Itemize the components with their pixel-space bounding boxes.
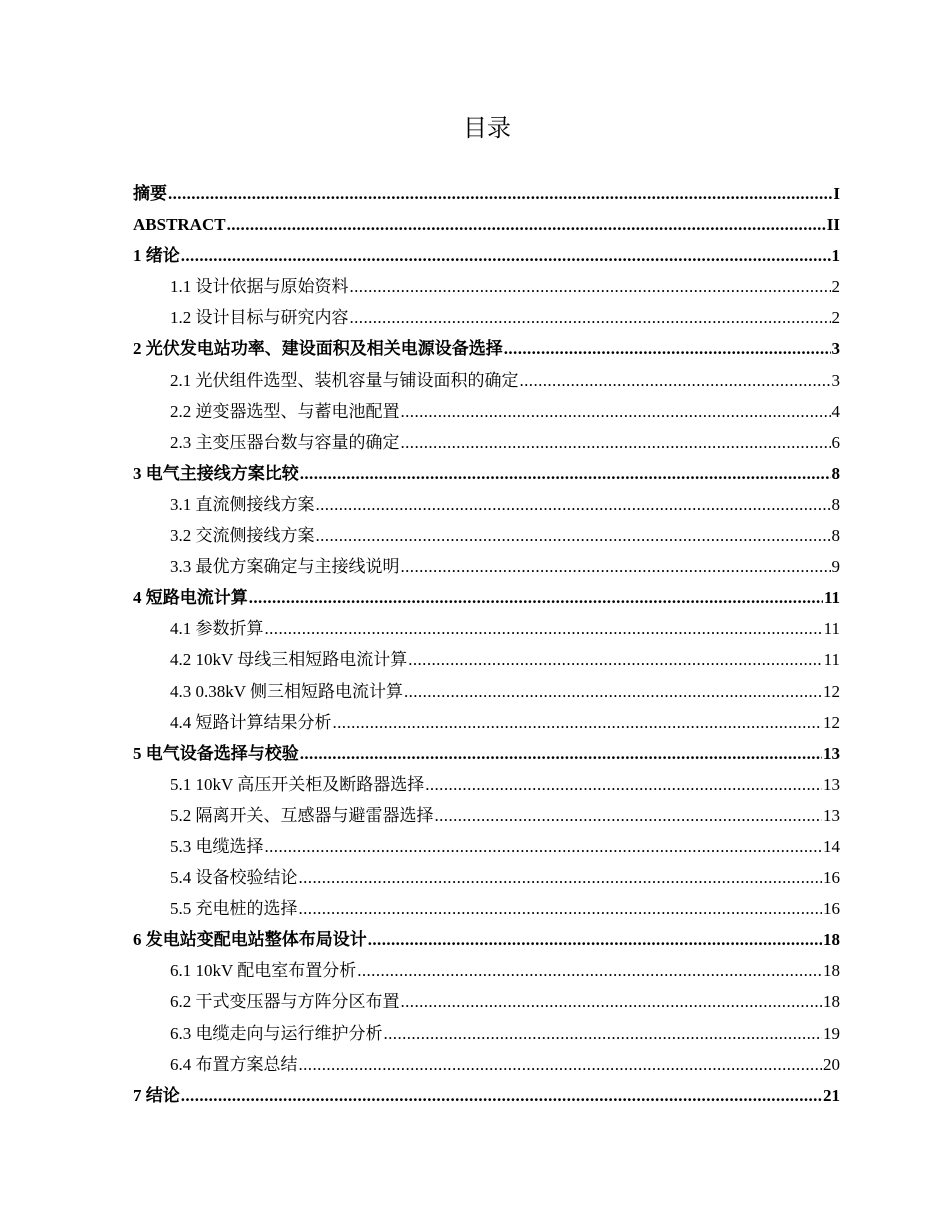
toc-page-number: 2 [831, 277, 840, 297]
toc-entry-title: 2.2 逆变器选型、与蓄电池配置 [170, 401, 400, 421]
toc-chapter-entry[interactable] [133, 1080, 840, 1111]
toc-dot-leader [265, 831, 823, 862]
toc-page-number: I [833, 184, 840, 203]
toc-entry-title: 3 电气主接线方案比较 [133, 463, 299, 483]
toc-page-number: 18 [823, 992, 840, 1012]
toc-chapter-entry[interactable] [133, 178, 840, 209]
toc-page-number: 2 [831, 308, 840, 328]
toc-chapter-entry[interactable] [133, 924, 840, 955]
toc-dot-leader [408, 644, 822, 675]
toc-section-entry[interactable] [133, 613, 840, 644]
toc-page-number: 1 [831, 246, 840, 266]
toc-section-entry[interactable] [133, 551, 840, 582]
toc-chapter-entry[interactable] [133, 582, 840, 613]
toc-page-number: 8 [831, 526, 840, 546]
toc-section-entry[interactable] [133, 489, 840, 520]
toc-entry-title: 5 电气设备选择与校验 [133, 743, 299, 763]
toc-page-number: 13 [823, 774, 840, 794]
toc-entry-title: 1 绪论 [133, 246, 180, 266]
toc-page-number: 8 [831, 494, 840, 514]
toc-dot-leader [316, 489, 831, 520]
toc-page-number: 21 [823, 1085, 840, 1105]
page-title: 目录 [463, 114, 511, 142]
toc-dot-leader [435, 800, 823, 831]
toc-entry-title: 4.3 0.38kV 侧三相短路电流计算 [170, 681, 403, 701]
toc-chapter-entry[interactable] [133, 738, 840, 769]
toc-entry-title: 6.1 10kV 配电室布置分析 [170, 961, 357, 981]
toc-dot-leader [350, 271, 831, 302]
toc-entry-title: 6.2 干式变压器与方阵分区布置 [170, 992, 400, 1012]
toc-chapter-entry[interactable] [133, 240, 840, 271]
toc-dot-leader [300, 738, 822, 769]
toc-page-number: 11 [823, 588, 840, 608]
toc-dot-leader [227, 209, 826, 240]
toc-entry-title: 1.1 设计依据与原始资料 [170, 277, 349, 297]
toc-dot-leader [249, 582, 823, 613]
toc-dot-leader [333, 707, 823, 738]
toc-dot-leader [357, 955, 822, 986]
toc-entry-title: 1.2 设计目标与研究内容 [170, 308, 349, 328]
toc-dot-leader [300, 458, 831, 489]
toc-page-number: 13 [823, 805, 840, 825]
toc-page-number: 9 [831, 557, 840, 577]
toc-entry-title: 4.4 短路计算结果分析 [170, 712, 332, 732]
toc-entry-title: 3.1 直流侧接线方案 [170, 494, 315, 514]
toc-entry-title: 3.2 交流侧接线方案 [170, 526, 315, 546]
toc-page-number: 20 [823, 1054, 840, 1074]
toc-page-number: 11 [823, 619, 840, 639]
toc-section-entry[interactable] [133, 644, 840, 675]
toc-entry-title: 3.3 最优方案确定与主接线说明 [170, 557, 400, 577]
toc-page-number: 12 [823, 681, 840, 701]
toc-dot-leader [368, 924, 822, 955]
toc-dot-leader [265, 613, 823, 644]
toc-section-entry[interactable] [133, 831, 840, 862]
toc-dot-leader [181, 240, 831, 271]
toc-dot-leader [401, 427, 831, 458]
toc-page-number: 16 [823, 868, 840, 888]
toc-dot-leader [401, 551, 831, 582]
toc-page-number: 4 [831, 401, 840, 421]
toc-entry-title: 6 发电站变配电站整体布局设计 [133, 930, 367, 950]
toc-entry-title: 7 结论 [133, 1085, 180, 1105]
toc-entry-title: 4.1 参数折算 [170, 619, 264, 639]
table-of-contents [133, 178, 840, 1111]
toc-dot-leader [316, 520, 831, 551]
toc-entry-title: 2.3 主变压器台数与容量的确定 [170, 432, 400, 452]
toc-page-number: 18 [823, 961, 840, 981]
toc-section-entry[interactable] [133, 893, 840, 924]
toc-page-number: 16 [823, 899, 840, 919]
toc-page-number: 14 [823, 836, 840, 856]
toc-dot-leader [425, 769, 822, 800]
toc-section-entry[interactable] [133, 365, 840, 396]
toc-entry-title: ABSTRACT [133, 215, 226, 235]
toc-entry-title: 6.4 布置方案总结 [170, 1054, 298, 1074]
toc-page-number: 18 [823, 930, 840, 950]
toc-entry-title: 6.3 电缆走向与运行维护分析 [170, 1023, 383, 1043]
toc-section-entry[interactable] [133, 1049, 840, 1080]
toc-dot-leader [520, 365, 831, 396]
toc-page-number: 3 [831, 339, 840, 359]
toc-section-entry[interactable] [133, 1018, 840, 1049]
toc-entry-title: 摘要 [133, 184, 167, 203]
toc-section-entry[interactable] [133, 427, 840, 458]
toc-page-number: 11 [823, 650, 840, 670]
toc-entry-title: 4.2 10kV 母线三相短路电流计算 [170, 650, 408, 670]
toc-section-entry[interactable] [133, 520, 840, 551]
toc-dot-leader [401, 986, 823, 1017]
toc-page-number: 8 [831, 463, 840, 483]
toc-section-entry[interactable] [133, 676, 840, 707]
toc-section-entry[interactable] [133, 271, 840, 302]
toc-section-entry[interactable] [133, 800, 840, 831]
toc-section-entry[interactable] [133, 862, 840, 893]
toc-entry-title: 2.1 光伏组件选型、装机容量与铺设面积的确定 [170, 370, 519, 390]
toc-entry-title: 5.1 10kV 高压开关柜及断路器选择 [170, 774, 425, 794]
toc-page-number: II [826, 215, 840, 235]
toc-dot-leader [299, 893, 823, 924]
toc-dot-leader [181, 1080, 822, 1111]
toc-dot-leader [299, 862, 823, 893]
toc-dot-leader [299, 1049, 823, 1080]
toc-dot-leader [401, 396, 831, 427]
toc-chapter-entry[interactable] [133, 458, 840, 489]
toc-chapter-entry[interactable] [133, 209, 840, 240]
toc-entry-title: 5.2 隔离开关、互感器与避雷器选择 [170, 805, 434, 825]
toc-entry-title: 5.5 充电桩的选择 [170, 899, 298, 919]
toc-dot-leader [350, 302, 831, 333]
toc-entry-title: 5.4 设备校验结论 [170, 868, 298, 888]
toc-page-number: 19 [823, 1023, 840, 1043]
toc-dot-leader [168, 178, 832, 209]
toc-section-entry[interactable] [133, 302, 840, 333]
toc-chapter-entry[interactable] [133, 333, 840, 364]
toc-page-number: 12 [823, 712, 840, 732]
toc-section-entry[interactable] [133, 707, 840, 738]
toc-page-number: 3 [831, 370, 840, 390]
toc-dot-leader [384, 1018, 823, 1049]
toc-section-entry[interactable] [133, 769, 840, 800]
toc-dot-leader [504, 333, 831, 364]
toc-entry-title: 4 短路电流计算 [133, 588, 248, 608]
toc-dot-leader [404, 676, 822, 707]
toc-entry-title: 5.3 电缆选择 [170, 836, 264, 856]
toc-page-number: 6 [831, 432, 840, 452]
toc-section-entry[interactable] [133, 955, 840, 986]
toc-page-number: 13 [823, 743, 840, 763]
toc-entry-title: 2 光伏发电站功率、建设面积及相关电源设备选择 [133, 339, 503, 359]
toc-section-entry[interactable] [133, 986, 840, 1017]
toc-section-entry[interactable] [133, 396, 840, 427]
